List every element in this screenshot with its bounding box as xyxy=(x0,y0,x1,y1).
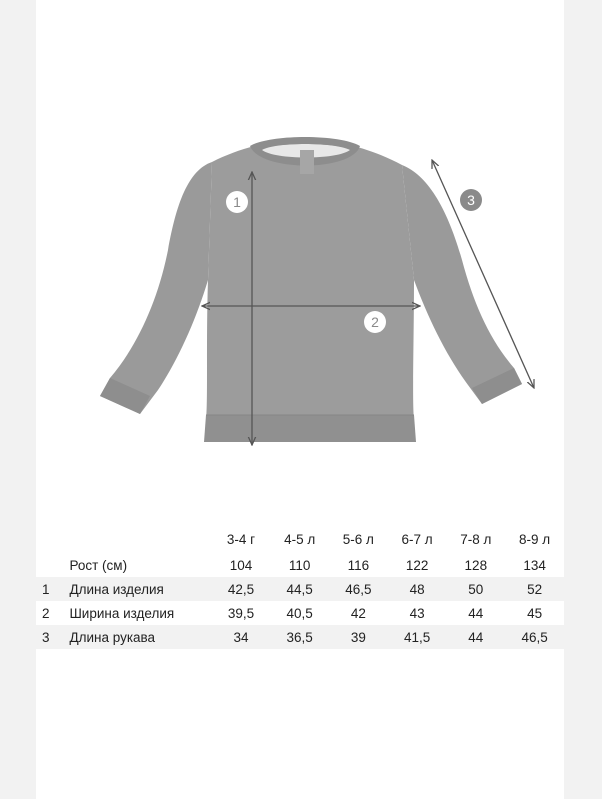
table-cell: 44,5 xyxy=(270,577,329,601)
sweatshirt-illustration xyxy=(100,137,522,442)
size-header: 3-4 г xyxy=(226,531,256,547)
table-cell: 134 xyxy=(523,557,546,573)
row-number: 2 xyxy=(41,605,50,621)
table-cell: 39,5 xyxy=(227,605,255,621)
size-header: 5-6 л xyxy=(342,531,374,547)
table-cell: 41,5 xyxy=(388,625,447,649)
svg-text:2: 2 xyxy=(371,314,379,330)
size-header: 7-8 л xyxy=(460,531,492,547)
size-header: 8-9 л xyxy=(519,531,551,547)
table-cell: 44 xyxy=(446,625,505,649)
row-label: Длина изделия xyxy=(55,577,211,601)
table-cell: 40,5 xyxy=(286,605,313,621)
size-header: 4-5 л xyxy=(284,531,316,547)
table-cell: 36,5 xyxy=(270,625,329,649)
table-cell: 116 xyxy=(347,557,370,573)
table-cell: 48 xyxy=(388,577,447,601)
table-cell: 39 xyxy=(329,625,388,649)
height-row xyxy=(36,553,564,577)
table-cell: 104 xyxy=(229,557,253,573)
table-cell: 128 xyxy=(464,557,488,573)
table-cell: 50 xyxy=(446,577,505,601)
table-cell: 46,5 xyxy=(329,577,388,601)
row-label: Ширина изделия xyxy=(69,605,175,621)
table-cell: 45 xyxy=(527,605,543,621)
table-cell: 122 xyxy=(405,557,429,573)
svg-text:1: 1 xyxy=(233,194,241,210)
marker-1 xyxy=(226,191,248,213)
size-header: 6-7 л xyxy=(401,531,433,547)
size-header-row xyxy=(36,525,564,553)
row-number: 1 xyxy=(36,577,55,601)
marker-3 xyxy=(460,189,482,211)
table-cell: 42 xyxy=(350,605,366,621)
table-cell: 34 xyxy=(212,625,271,649)
table-cell: 46,5 xyxy=(505,625,564,649)
table-row xyxy=(36,577,564,601)
svg-text:3: 3 xyxy=(467,192,475,208)
row-label: Рост (см) xyxy=(69,557,128,573)
row-label: Длина рукава xyxy=(55,625,211,649)
size-table-container xyxy=(36,525,564,649)
row-number xyxy=(36,553,55,577)
table-cell: 52 xyxy=(505,577,564,601)
table-cell: 110 xyxy=(288,557,311,573)
table-cell: 42,5 xyxy=(212,577,271,601)
table-cell: 43 xyxy=(409,605,425,621)
table-row xyxy=(36,601,564,625)
table-row xyxy=(36,625,564,649)
row-number: 3 xyxy=(36,625,55,649)
size-table xyxy=(36,525,564,649)
marker-2 xyxy=(364,311,386,333)
table-cell: 44 xyxy=(468,605,484,621)
